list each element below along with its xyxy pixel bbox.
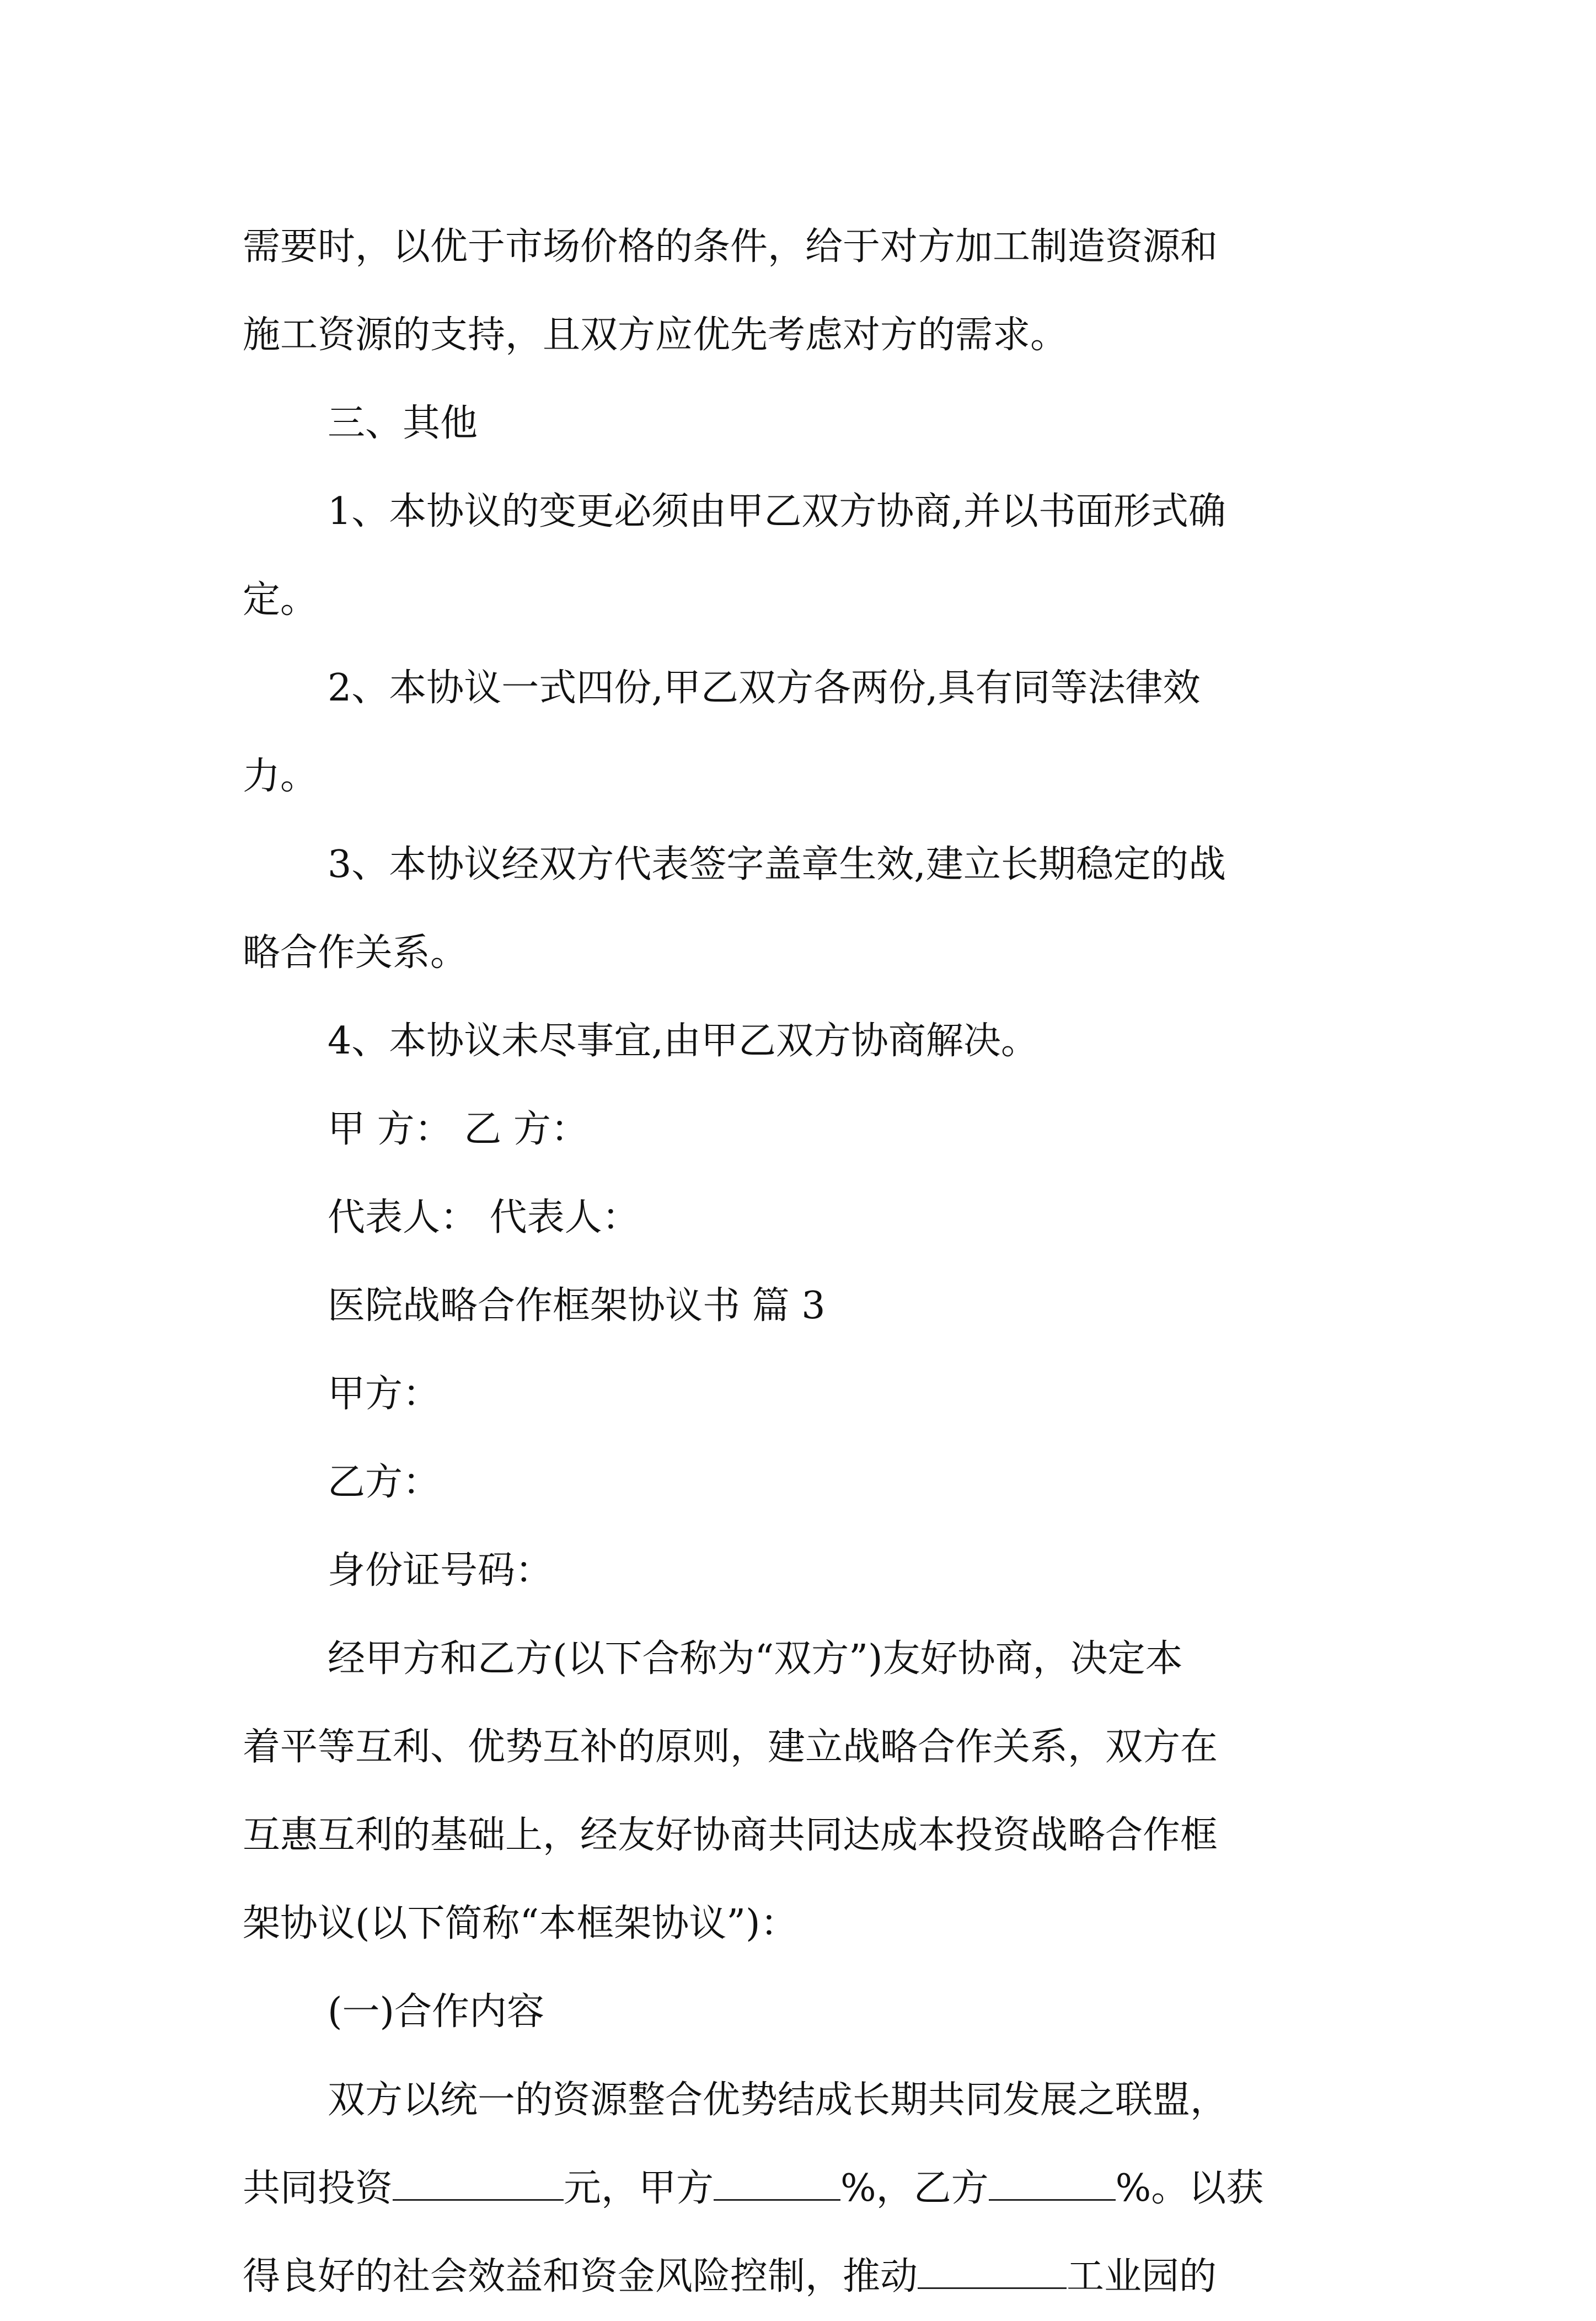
preamble-line: 架协议(以下简称“本框架协议”)： <box>243 1902 798 1945</box>
clause-2-line: 2、本协议一式四份,甲乙双方各两份,具有同等法律效 <box>328 666 1201 710</box>
paragraph-line: 需要时，以优于市场价格的条件，给于对方加工制造资源和 <box>243 225 1218 269</box>
representative-line: 代表人： 代表人： <box>328 1196 640 1239</box>
preamble-line: 互惠互利的基础上，经友好协商共同达成本投资战略合作框 <box>243 1814 1218 1857</box>
party-b-percent-text: %，乙方 <box>840 2167 989 2210</box>
investment-line-end: %。以获 <box>1115 2167 1264 2210</box>
clause-2-line: 力。 <box>243 755 318 798</box>
party-signature-line: 甲 方： 乙 方： <box>328 1108 588 1151</box>
benefit-suffix: 工业园的 <box>1067 2255 1217 2298</box>
party-b-percent-blank <box>989 2166 1116 2201</box>
clause-1-line: 1、本协议的变更必须由甲乙双方协商,并以书面形式确 <box>328 490 1226 533</box>
article-title: 医院战略合作框架协议书 篇 3 <box>328 1284 826 1328</box>
benefit-prefix: 得良好的社会效益和资金风险控制，推动 <box>243 2255 918 2298</box>
party-b-field: 乙方： <box>328 1461 441 1504</box>
benefit-line <box>243 2233 1364 2321</box>
party-a-field: 甲方： <box>328 1372 441 1416</box>
cooperation-line: 双方以统一的资源整合优势结成长期共同发展之联盟， <box>328 2078 1228 2122</box>
clause-1-line: 定。 <box>243 578 318 622</box>
document-body <box>243 203 1364 2321</box>
investment-prefix: 共同投资 <box>243 2167 393 2210</box>
preamble-line: 着平等互利、优势互补的原则，建立战略合作关系，双方在 <box>243 1725 1218 1769</box>
subsection-heading: (一)合作内容 <box>328 1990 545 2034</box>
preamble-line: 经甲方和乙方(以下合称为“双方”)友好协商，决定本 <box>328 1637 1183 1681</box>
industrial-park-blank <box>918 2254 1067 2289</box>
id-number-field: 身份证号码： <box>328 1549 553 1592</box>
investment-yuan-text: 元，甲方 <box>564 2167 714 2210</box>
investment-line <box>243 2144 1364 2233</box>
section-heading: 三、其他 <box>328 402 478 445</box>
clause-3-line: 略合作关系。 <box>243 931 468 975</box>
paragraph-line: 施工资源的支持，且双方应优先考虑对方的需求。 <box>243 313 1068 357</box>
investment-amount-blank <box>393 2166 564 2201</box>
party-a-percent-blank <box>714 2166 840 2201</box>
clause-4-line: 4、本协议未尽事宜,由甲乙双方协商解决。 <box>328 1019 1038 1063</box>
clause-3-line: 3、本协议经双方代表签字盖章生效,建立长期稳定的战 <box>328 843 1226 886</box>
